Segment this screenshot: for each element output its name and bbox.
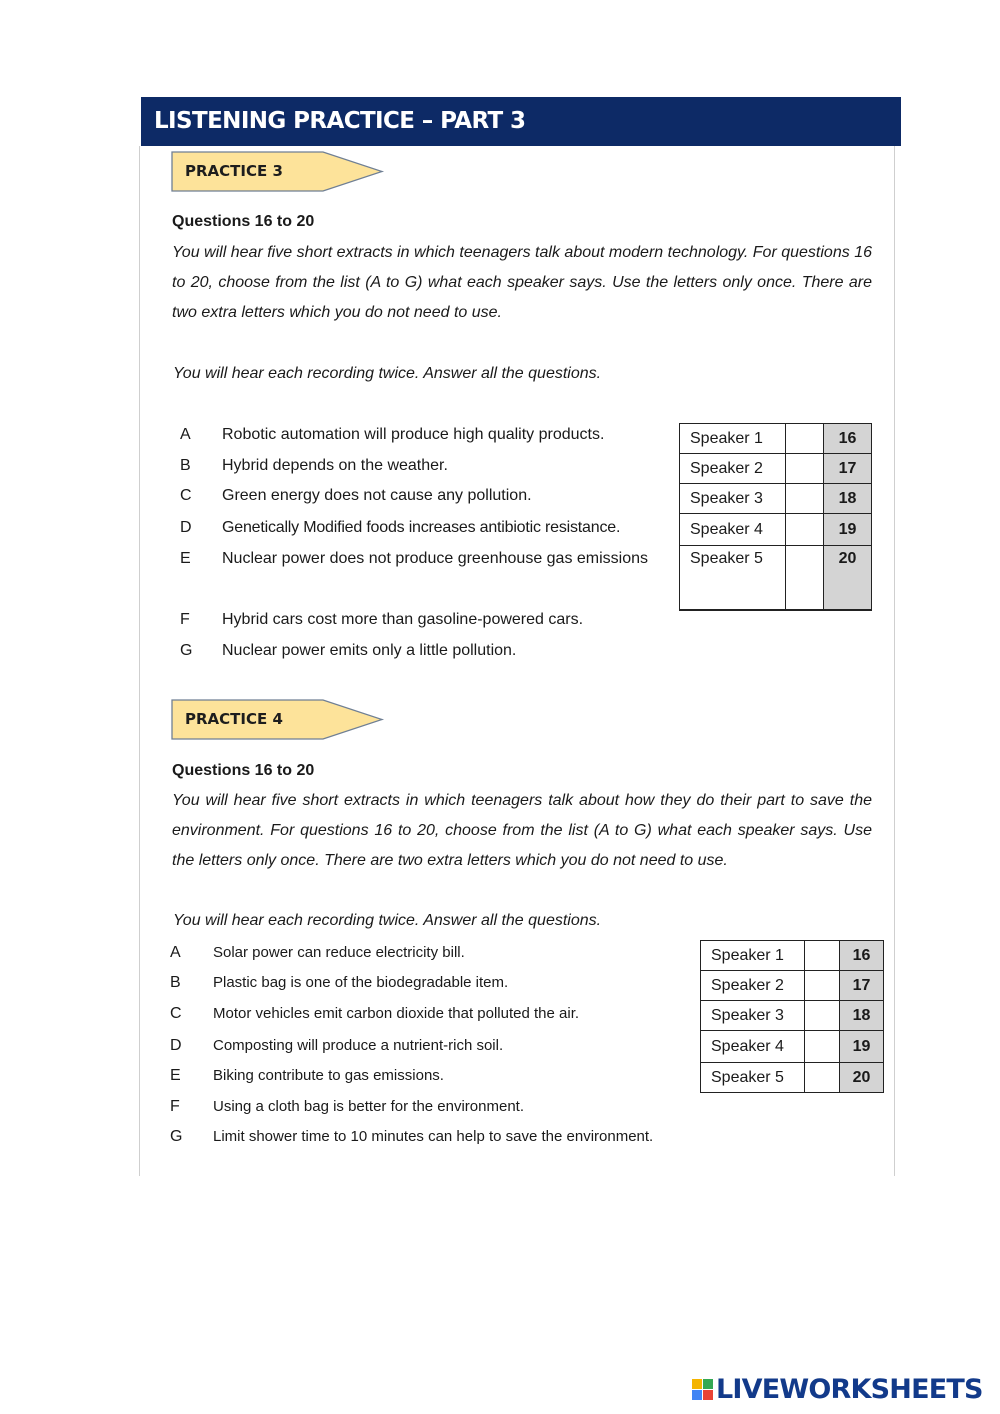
practice-3-label: PRACTICE 3 xyxy=(185,162,283,180)
logo-grid-icon xyxy=(692,1379,714,1401)
answer-box[interactable] xyxy=(786,454,824,484)
option-letter: D xyxy=(170,1037,182,1054)
option-text: Composting will produce a nutrient-rich soil. xyxy=(213,1037,504,1054)
option-letter: C xyxy=(180,487,192,504)
table-row xyxy=(680,424,872,454)
table-row xyxy=(680,546,872,610)
question-number: 20 xyxy=(840,1063,884,1093)
answer-box[interactable] xyxy=(786,424,824,454)
option-letter: E xyxy=(180,550,191,567)
question-number: 16 xyxy=(840,941,884,971)
practice-4-label: PRACTICE 4 xyxy=(185,710,283,728)
speaker-label: Speaker 1 xyxy=(701,941,805,971)
option-letter: A xyxy=(180,426,191,443)
table-row xyxy=(701,1031,884,1063)
option-letter: A xyxy=(170,944,181,961)
practice-3-answer-table xyxy=(679,423,872,611)
speaker-label: Speaker 5 xyxy=(701,1063,805,1093)
practice-4-description: You will hear five short extracts in which teenagers talk about how they do their part to save the environment. For questions 16 to 20, choose from the list (A to G) what each speaker says. Use the letters only once. There are two extra letters which you do not need to use. xyxy=(172,792,872,869)
practice-3-description: You will hear five short extracts in which teenagers talk about modern technology. For questions 16 to 20, choose from the list (A to G) what each speaker says. Use the letters only once. There are two extra letters which you do not need to use. xyxy=(172,244,872,321)
table-row xyxy=(701,941,884,971)
table-row xyxy=(701,1001,884,1031)
practice-3-questions-title: Questions 16 to 20 xyxy=(172,213,315,230)
practice-4-questions-title: Questions 16 to 20 xyxy=(172,762,315,779)
option-text: Plastic bag is one of the biodegradable item. xyxy=(213,974,509,991)
option-letter: G xyxy=(180,642,193,659)
answer-box[interactable] xyxy=(805,971,840,1001)
question-number: 19 xyxy=(840,1031,884,1063)
answer-box[interactable] xyxy=(786,514,824,546)
option-letter: B xyxy=(180,457,191,474)
option-text: Robotic automation will produce high quality products. xyxy=(222,426,605,443)
option-text: Using a cloth bag is better for the environment. xyxy=(213,1098,525,1115)
question-number: 18 xyxy=(840,1001,884,1031)
speaker-label: Speaker 4 xyxy=(680,514,786,546)
question-number: 18 xyxy=(824,484,872,514)
question-number: 17 xyxy=(824,454,872,484)
practice-4-answer-table xyxy=(700,940,884,1093)
answer-box[interactable] xyxy=(805,1001,840,1031)
question-number: 19 xyxy=(824,514,872,546)
option-letter: F xyxy=(180,611,190,628)
option-text: Green energy does not cause any pollution. xyxy=(222,487,532,504)
option-text: Hybrid cars cost more than gasoline-powered cars. xyxy=(222,611,584,628)
option-text: Hybrid depends on the weather. xyxy=(222,457,448,474)
question-number: 16 xyxy=(824,424,872,454)
option-letter: G xyxy=(170,1128,183,1145)
practice-4-instruction: You will hear each recording twice. Answer all the questions. xyxy=(173,912,602,929)
option-text: Nuclear power does not produce greenhouse gas emissions xyxy=(222,550,649,567)
speaker-label: Speaker 2 xyxy=(701,971,805,1001)
answer-box[interactable] xyxy=(786,484,824,514)
option-letter: C xyxy=(170,1005,182,1022)
option-text: Genetically Modified foods increases antibiotic resistance. xyxy=(222,519,621,536)
speaker-label: Speaker 1 xyxy=(680,424,786,454)
speaker-label: Speaker 2 xyxy=(680,454,786,484)
answer-box[interactable] xyxy=(786,546,824,610)
option-letter: F xyxy=(170,1098,180,1115)
speaker-label: Speaker 3 xyxy=(701,1001,805,1031)
logo-text: LIVEWORKSHEETS xyxy=(716,1374,983,1405)
option-text: Motor vehicles emit carbon dioxide that polluted the air. xyxy=(213,1005,580,1022)
question-number: 20 xyxy=(824,546,872,610)
speaker-label: Speaker 4 xyxy=(701,1031,805,1063)
practice-4-tag xyxy=(171,699,386,741)
table-row xyxy=(680,454,872,484)
table-row xyxy=(701,971,884,1001)
option-letter: E xyxy=(170,1067,181,1084)
option-letter: B xyxy=(170,974,181,991)
table-row xyxy=(680,514,872,546)
answer-box[interactable] xyxy=(805,1031,840,1063)
option-text: Nuclear power emits only a little pollution. xyxy=(222,642,517,659)
practice-3-tag xyxy=(171,151,386,193)
practice-3-instruction: You will hear each recording twice. Answer all the questions. xyxy=(173,365,602,382)
option-text: Limit shower time to 10 minutes can help to save the environment. xyxy=(213,1128,654,1145)
question-number: 17 xyxy=(840,971,884,1001)
option-text: Solar power can reduce electricity bill. xyxy=(213,944,465,961)
speaker-label: Speaker 3 xyxy=(680,484,786,514)
table-row xyxy=(680,484,872,514)
page-title: LISTENING PRACTICE – PART 3 xyxy=(141,97,901,146)
answer-box[interactable] xyxy=(805,941,840,971)
table-row xyxy=(701,1063,884,1093)
speaker-label: Speaker 5 xyxy=(680,546,786,610)
option-letter: D xyxy=(180,519,192,536)
answer-box[interactable] xyxy=(805,1063,840,1093)
option-text: Biking contribute to gas emissions. xyxy=(213,1067,444,1084)
